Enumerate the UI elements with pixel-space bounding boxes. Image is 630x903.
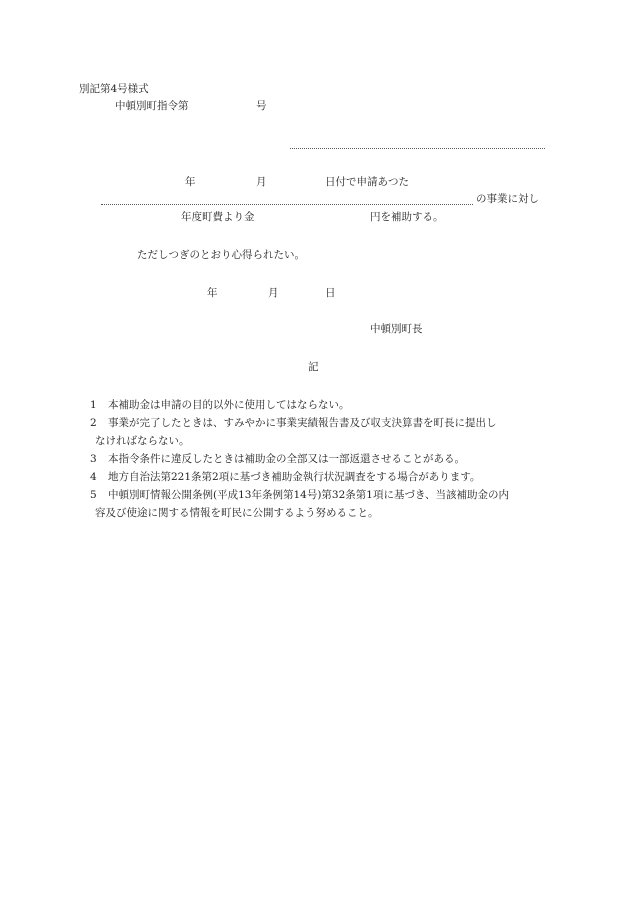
notes-heading: 記 xyxy=(308,361,319,373)
condition-item xyxy=(90,418,497,429)
condition-item xyxy=(90,400,350,411)
condition-item xyxy=(90,454,465,465)
condition-item xyxy=(90,472,480,483)
issue-year-label: 年 xyxy=(207,287,218,299)
application-date-suffix: 日付で申請あつた xyxy=(325,176,409,188)
project-name-line xyxy=(101,204,473,205)
condition-text-continued: 容及び使途に関する情報を町民に公開するよう努めること。 xyxy=(95,507,379,519)
condition-number: 4 xyxy=(90,471,97,483)
project-suffix: の事業に対し xyxy=(476,193,539,205)
condition-text: 中頓別町情報公開条例(平成13年条例第14号)第32条第1項に基づき、当該補助金の内 xyxy=(108,489,510,501)
designation-suffix: 号 xyxy=(256,100,267,112)
condition-text: 地方自治法第221条第2項に基づき補助金執行状況調査をする場合があります。 xyxy=(108,471,481,483)
amount-suffix: 円を補助する。 xyxy=(370,211,444,223)
condition-intro: ただしつぎのとおり心得られたい。 xyxy=(137,249,305,261)
condition-text: 本補助金は申請の目的以外に使用してはならない。 xyxy=(108,399,350,411)
designation-prefix: 中頓別町指令第 xyxy=(115,100,189,112)
condition-text-continued: なければならない。 xyxy=(95,435,190,447)
condition-number: 2 xyxy=(90,417,97,429)
fiscal-year-subsidy: 年度町費より金 xyxy=(181,211,255,223)
form-number: 別記第4号様式 xyxy=(79,83,149,95)
application-year-label: 年 xyxy=(185,176,196,188)
recipient-name-line xyxy=(290,148,545,149)
condition-text: 事業が完了したときは、すみやかに事業実績報告書及び収支決算書を町長に提出し xyxy=(108,417,497,429)
condition-number: 5 xyxy=(90,489,97,501)
condition-number: 3 xyxy=(90,453,97,465)
application-month-label: 月 xyxy=(256,176,267,188)
issue-month-label: 月 xyxy=(268,287,279,299)
issuer-title: 中頓別町長 xyxy=(370,323,423,335)
issue-day-label: 日 xyxy=(325,287,336,299)
condition-text: 本指令条件に違反したときは補助金の全部又は一部返還させることがある。 xyxy=(108,453,465,465)
condition-item xyxy=(90,490,509,501)
condition-number: 1 xyxy=(90,399,97,411)
